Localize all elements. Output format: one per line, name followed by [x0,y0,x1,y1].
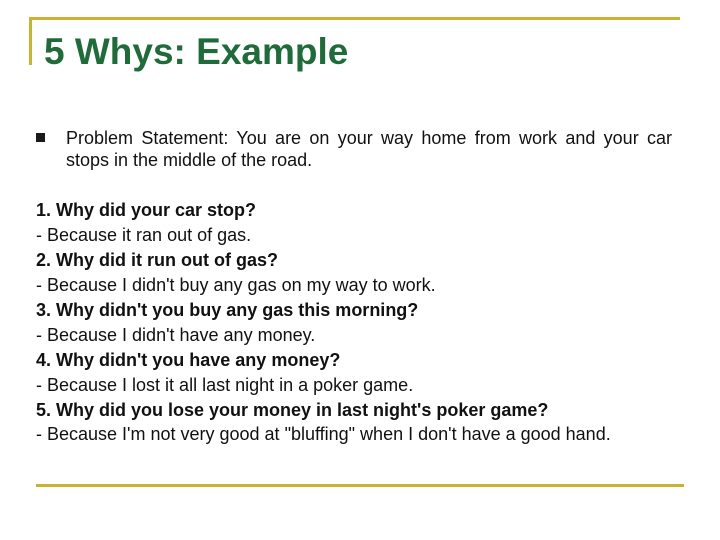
why-question-5: 5. Why did you lose your money in last night's poker game? [36,400,549,420]
bottom-border-line [36,484,684,487]
why-question-2: 2. Why did it run out of gas? [36,250,278,270]
square-bullet-icon [36,133,45,142]
top-border-line [29,17,680,20]
why-answer-5: - Because I'm not very good at "bluffing" when I don't have a good hand. [36,424,611,444]
why-list [36,198,672,445]
why-answer-4: - Because I lost it all last night in a poker game. [36,375,414,395]
why-question-3: 3. Why didn't you buy any gas this morning? [36,300,419,320]
problem-statement-block [36,127,672,171]
why-answer-2: - Because I didn't buy any gas on my way to work. [36,275,436,295]
left-border-line [29,17,32,65]
why-question-1: 1. Why did your car stop? [36,200,257,220]
slide-title: 5 Whys: Example [44,31,349,72]
why-question-4: 4. Why didn't you have any money? [36,350,341,370]
problem-statement: Problem Statement: You are on your way home from work and your car stops in the middle of the road. [66,128,672,170]
why-answer-3: - Because I didn't have any money. [36,325,316,345]
why-answer-1: - Because it ran out of gas. [36,225,252,245]
